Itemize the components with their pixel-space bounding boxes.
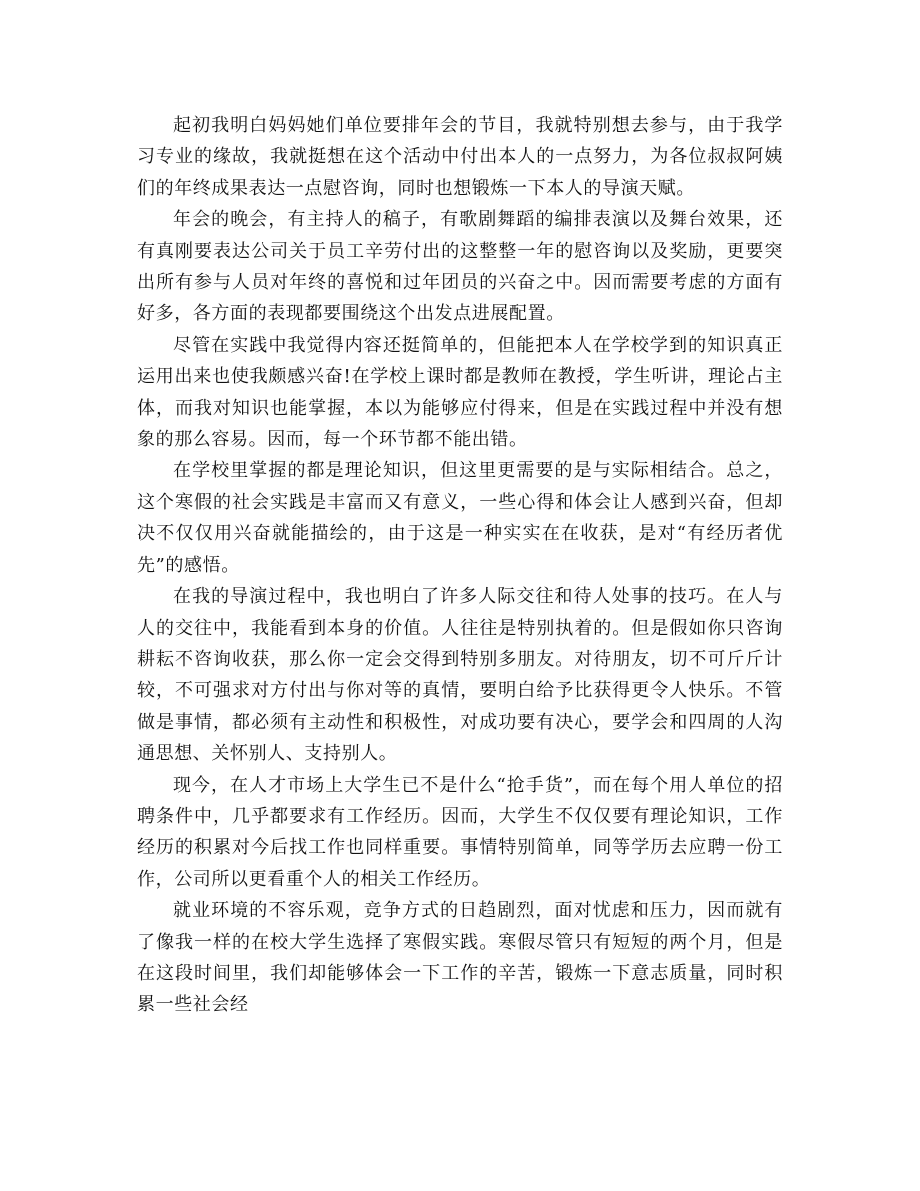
paragraph: 在我的导演过程中，我也明白了许多人际交往和待人处事的技巧。在人与人的交往中，我能看到本身的价值。人往往是特别执着的。但是假如你只咨询耕耘不咨询收获，那么你一定会交得到特别多朋友。对待朋友，切不可斤斤计较，不可强求对方付出与你对等的真情，要明白给予比获得更令人快乐。不管做是事情，都必须有主动性和积极性，对成功要有决心，要学会和四周的人沟通思想、关怀别人、支持别人。	[137, 586, 783, 765]
paragraph: 就业环境的不容乐观，竞争方式的日趋剧烈，面对忧虑和压力，因而就有了像我一样的在校大学生选择了寒假实践。寒假尽管只有短短的两个月，但是在这段时间里，我们却能够体会一下工作的辛苦，锻炼一下意志质量，同时积累一些社会经	[137, 900, 783, 1016]
paragraph: 起初我明白妈妈她们单位要排年会的节目，我就特别想去参与，由于我学习专业的缘故，我就挺想在这个活动中付出本人的一点努力，为各位叔叔阿姨们的年终成果表达一点慰咨询，同时也想锻炼一下本人的导演天赋。	[137, 115, 783, 199]
paragraph: 在学校里掌握的都是理论知识，但这里更需要的是与实际相结合。总之，这个寒假的社会实践是丰富而又有意义，一些心得和体会让人感到兴奋，但却决不仅仅用兴奋就能描绘的，由于这是一种实实在在收获，是对“有经历者优先”的感悟。	[137, 460, 783, 576]
paragraph: 现今，在人才市场上大学生已不是什么“抢手货”，而在每个用人单位的招聘条件中，几乎都要求有工作经历。因而，大学生不仅仅要有理论知识，工作经历的积累对今后找工作也同样重要。事情特别简单，同等学历去应聘一份工作，公司所以更看重个人的相关工作经历。	[137, 774, 783, 890]
paragraph: 尽管在实践中我觉得内容还挺简单的，但能把本人在学校学到的知识真正运用出来也使我颇感兴奋!在学校上课时都是教师在教授，学生听讲，理论占主体，而我对知识也能掌握，本以为能够应付得来，但是在实践过程中并没有想象的那么容易。因而，每一个环节都不能出错。	[137, 334, 783, 451]
paragraph: 年会的晚会，有主持人的稿子，有歌剧舞蹈的编排表演以及舞台效果，还有真刚要表达公司关于员工辛劳付出的这整整一年的慰咨询以及奖励，更要突出所有参与人员对年终的喜悦和过年团员的兴奋之中。因而需要考虑的方面有好多，各方面的表现都要围绕这个出发点进展配置。	[137, 209, 783, 325]
